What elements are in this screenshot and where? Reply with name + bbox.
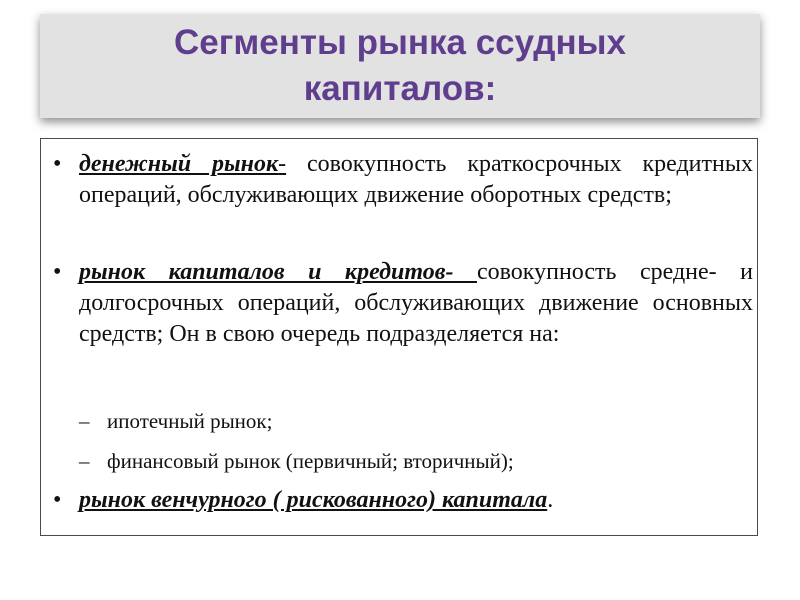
bullet-venture-market: [53, 485, 753, 516]
bullet-money-market: [53, 149, 753, 211]
bullet-text: [79, 149, 753, 211]
subitem-text: финансовый рынок (первичный; вторичный);: [107, 449, 514, 473]
subitem-mortgage-market: [79, 407, 272, 435]
dash-marker: –: [79, 409, 90, 433]
term-suffix: -: [278, 151, 287, 177]
definition-money-market: совокупность краткосрочных кредитных операций, обслуживающих движение оборотных средств;: [79, 151, 753, 208]
bullet-text: [79, 485, 753, 516]
content-box: [40, 138, 758, 536]
bullet-marker: •: [53, 487, 62, 513]
slide-title: Сегменты рынка ссудных капиталов:: [174, 23, 626, 108]
term-money-market: денежный рынок: [79, 151, 279, 177]
bullet-marker: •: [53, 259, 62, 285]
dash-marker: –: [79, 449, 90, 473]
term-capital-market: рынок капиталов и кредитов-: [79, 259, 477, 285]
bullet-capital-market: [53, 257, 753, 350]
term-venture-market: рынок венчурного ( рискованного) капитала: [79, 487, 548, 513]
term-end: .: [547, 487, 554, 513]
subitem-financial-market: [79, 447, 514, 475]
bullet-marker: •: [53, 151, 62, 177]
title-box: [40, 14, 760, 118]
definition-capital-market: совокупность средне- и долгосрочных операций, обслуживающих движение основных средств; Он в свою очередь подразделяется на:: [79, 259, 753, 347]
subitem-text: ипотечный рынок;: [107, 409, 273, 433]
bullet-text: [79, 257, 753, 350]
